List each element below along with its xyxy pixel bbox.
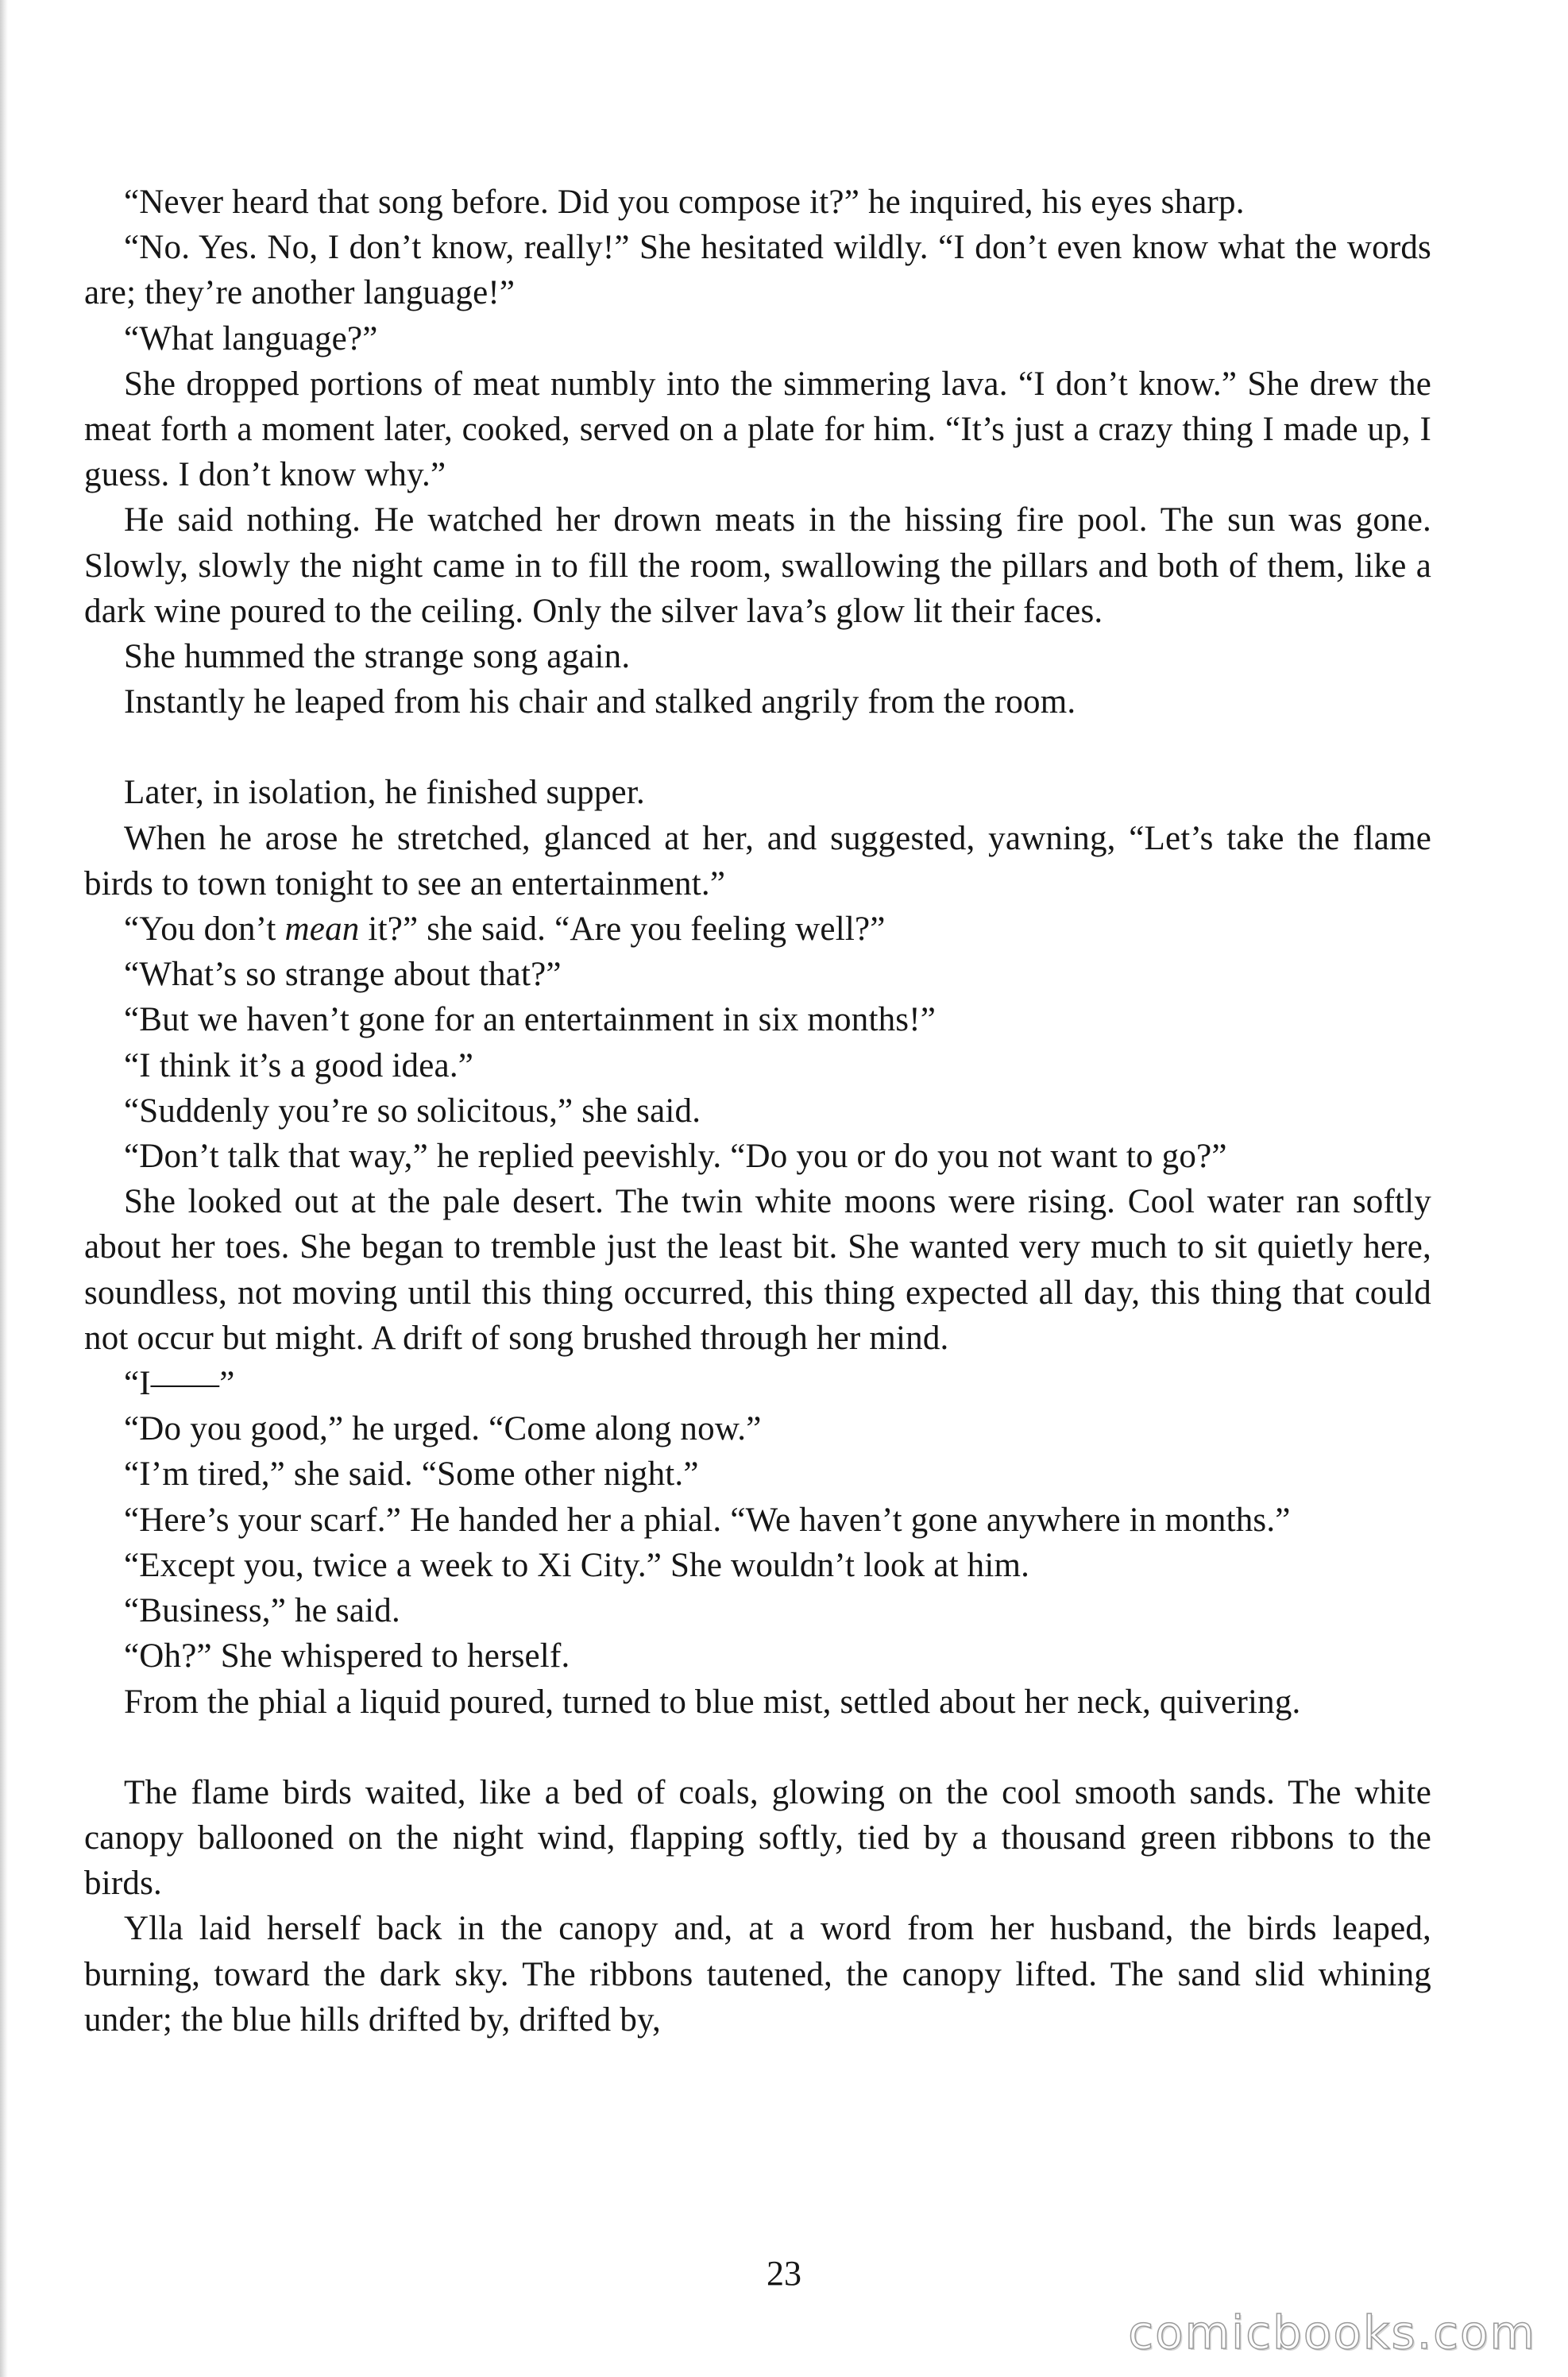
paragraph (84, 906, 1431, 952)
paragraph: “Except you, twice a week to Xi City.” She wouldn’t look at him. (124, 1546, 1030, 1584)
watermark-logo: comicbooks.com (1128, 2305, 1536, 2360)
scan-edge-shadow (0, 0, 8, 2377)
paragraph: The flame birds waited, like a bed of coals, glowing on the cool smooth sands. The white canopy ballooned on the night wind, flapping softly, tied by a thousand green ribbons to the birds. (84, 1773, 1431, 1903)
paragraph: He said nothing. He watched her drown meats in the hissing fire pool. The sun was gone. Slowly, slowly the night came in to fill the room, swallowing the pillars and both of them, like a dark wine poured to the ceiling. Only the silver lava’s glow lit their faces. (84, 501, 1431, 630)
paragraph: “Business,” he said. (124, 1592, 400, 1630)
paragraph-text: “You don’t (124, 910, 285, 949)
paragraph-text: it?” she said. “Are you feeling well?” (359, 910, 886, 949)
story-text (84, 180, 1431, 2043)
paragraph: Later, in isolation, he finished supper. (124, 774, 645, 812)
paragraph: “Here’s your scarf.” He handed her a phial. “We haven’t gone anywhere in months.” (124, 1501, 1291, 1539)
paragraph: “Oh?” She whispered to herself. (124, 1637, 570, 1675)
paragraph: “Suddenly you’re so solicitous,” she said. (124, 1092, 701, 1130)
section-break (84, 725, 1431, 770)
paragraph: Instantly he leaped from his chair and stalked angrily from the room. (124, 683, 1076, 721)
paragraph: “Do you good,” he urged. “Come along now.” (124, 1410, 762, 1448)
paragraph: She hummed the strange song again. (124, 638, 631, 676)
paragraph: “I——” (124, 1365, 235, 1403)
paragraph: “What’s so strange about that?” (124, 956, 562, 994)
paragraph: “No. Yes. No, I don’t know, really!” She hesitated wildly. “I don’t even know what the words are; they’re another language!” (84, 229, 1431, 312)
paragraph: “I think it’s a good idea.” (124, 1046, 474, 1084)
paragraph: “What language?” (124, 319, 378, 358)
paragraph: “I’m tired,” she said. “Some other night.” (124, 1455, 699, 1494)
paragraph: “Don’t talk that way,” he replied peevishly. “Do you or do you not want to go?” (124, 1138, 1227, 1176)
paragraph: She looked out at the pale desert. The twin white moons were rising. Cool water ran softly about her toes. She began to tremble just the least bit. She wanted very much to sit quietly here, soundless, not moving until this thing occurred, this thing expected all day, this thing that could not occur but might. A drift of song brushed through her mind. (84, 1183, 1431, 1357)
paragraph: From the phial a liquid poured, turned to blue mist, settled about her neck, quivering. (124, 1683, 1301, 1721)
paragraph: Ylla laid herself back in the canopy and, at a word from her husband, the birds leaped, burning, toward the dark sky. The ribbons tautened, the canopy lifted. The sand slid whining under; the blue hills drifted by, drifted by, (84, 1910, 1431, 2039)
paragraph: “Never heard that song before. Did you compose it?” he inquired, his eyes sharp. (124, 184, 1245, 221)
page-number: 23 (767, 2254, 801, 2293)
emphasis: mean (284, 910, 360, 949)
paragraph: When he arose he stretched, glanced at her, and suggested, yawning, “Let’s take the flame birds to town tonight to see an entertainment.” (84, 819, 1431, 902)
section-break (84, 1725, 1431, 1770)
paragraph: She dropped portions of meat numbly into the simmering lava. “I don’t know.” She drew the meat forth a moment later, cooked, served on a plate for him. “It’s just a crazy thing I made up, I guess. I don’t know why.” (84, 365, 1431, 494)
paragraph: “But we haven’t gone for an entertainment in six months!” (124, 1001, 937, 1039)
